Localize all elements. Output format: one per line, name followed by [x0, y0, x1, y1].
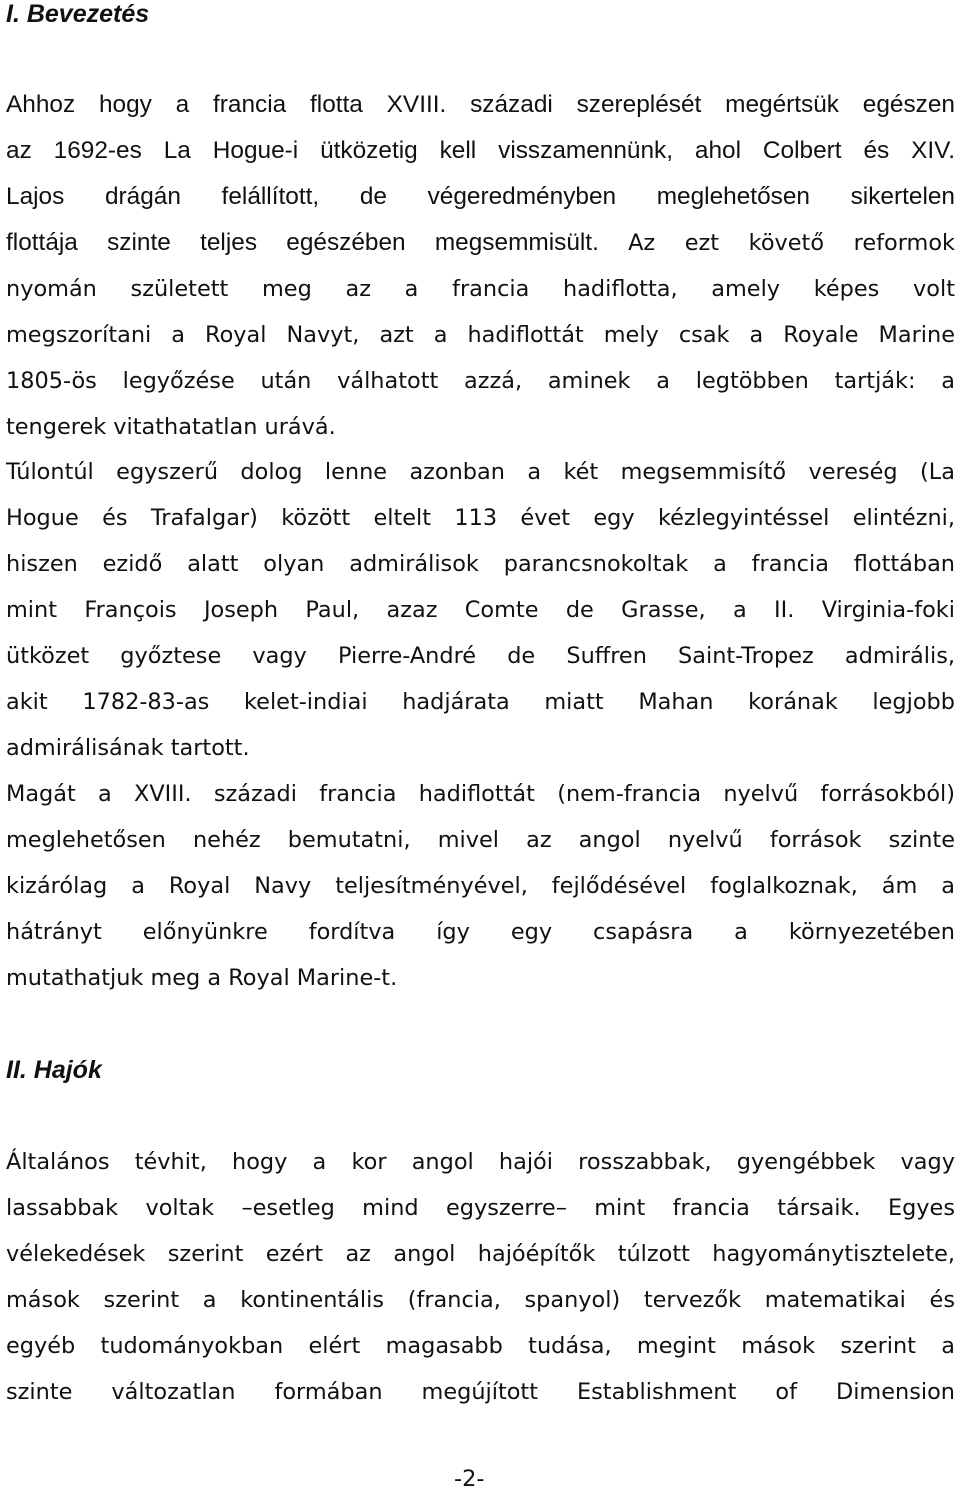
text-line: Túlontúl egyszerű dolog lenne azonban a két megsemmisítő vereség (La — [6, 459, 955, 485]
text-line: ütközet győztese vagy Pierre-André de Suffren Saint-Tropez admirális, — [6, 643, 955, 669]
text-line: Ahhoz hogy a francia flotta XVIII. századi szereplését megértsük egészen — [6, 91, 955, 118]
text-line: Általános tévhit, hogy a kor angol hajói rosszabbak, gyengébbek vagy — [6, 1149, 955, 1175]
paragraph-ships — [6, 1139, 955, 1415]
text-line: hiszen ezidő alatt olyan admirálisok parancsnokoltak a francia flottában — [6, 551, 955, 577]
text-line: admirálisának tartott. — [6, 735, 250, 761]
text-line: lassabbak voltak –esetleg mind egyszerre– mint francia társaik. Egyes — [6, 1195, 955, 1221]
text-line: Lajos drágán felállított, de végeredményben meglehetősen sikertelen — [6, 183, 955, 210]
text-line: 1805-ös legyőzése után válhatott azzá, aminek a legtöbben tartják: a — [6, 368, 955, 394]
text-line: Hogue és Trafalgar) között eltelt 113 évet egy kézlegyintéssel elintézni, — [6, 505, 955, 531]
text-line: szinte változatlan formában megújított Establishment of Dimension — [6, 1379, 955, 1405]
text-line-mixed — [6, 220, 955, 266]
text-line: akit 1782-83-as kelet-indiai hadjárata miatt Mahan korának legjobb — [6, 689, 955, 715]
text-line: az 1692-es La Hogue-i ütközetig kell visszamennünk, ahol Colbert és XIV. — [6, 137, 955, 164]
text-line: mások szerint a kontinentális (francia, spanyol) tervezők matematikai és — [6, 1287, 955, 1313]
text-line: mutathatjuk meg a Royal Marine-t. — [6, 965, 398, 991]
text-line: meglehetősen nehéz bemutatni, mivel az angol nyelvű források szinte — [6, 827, 955, 853]
text-line: kizárólag a Royal Navy teljesítményével, fejlődésével foglalkoznak, ám a — [6, 873, 955, 899]
text-line: megszorítani a Royal Navyt, azt a hadiflottát mely csak a Royale Marine — [6, 322, 955, 348]
text-line: egyéb tudományokban elért magasabb tudása, megint mások szerint a — [6, 1333, 955, 1359]
paragraph-sources — [6, 771, 955, 1001]
page-number: -2- — [454, 1466, 485, 1492]
text-line: mint François Joseph Paul, azaz Comte de Grasse, a II. Virginia-foki — [6, 597, 955, 623]
text-line: vélekedések szerint ezért az angol hajóépítők túlzott hagyománytisztelete, — [6, 1241, 955, 1267]
text-line: hátrányt előnyünkre fordítva így egy csapásra a környezetében — [6, 919, 955, 945]
text-segment: flottája szinte teljes egészében megsemmisült. — [6, 229, 599, 256]
text-line: tengerek vitathatatlan urává. — [6, 414, 336, 440]
section-heading-ships: II. Hajók — [6, 1056, 102, 1084]
paragraph-defeats — [6, 449, 955, 771]
text-line: nyomán született meg az a francia hadiflotta, amely képes volt — [6, 276, 955, 302]
section-heading-intro: I. Bevezetés — [6, 0, 150, 28]
paragraph-intro — [6, 82, 955, 450]
text-line: Magát a XVIII. századi francia hadiflottát (nem-francia nyelvű forrásokból) — [6, 781, 955, 807]
text-segment: Az ezt követő reformok — [628, 230, 955, 256]
